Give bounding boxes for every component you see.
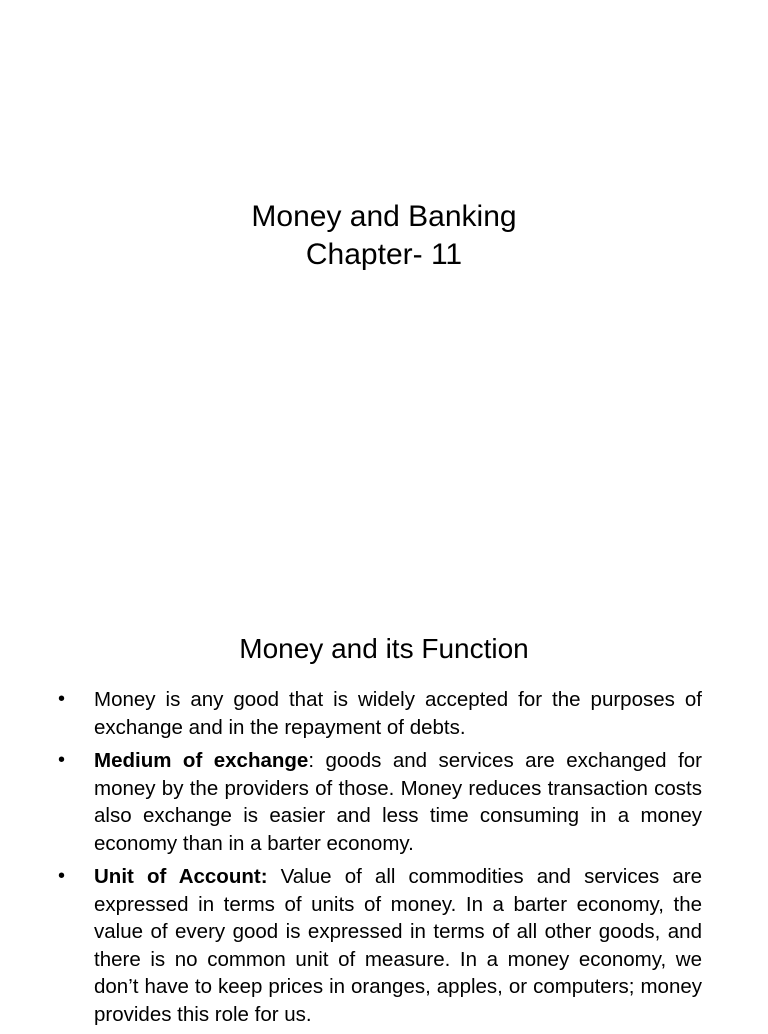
title-block	[0, 198, 768, 274]
bullet-item-medium-of-exchange	[56, 747, 702, 857]
bullet-term: Unit of Account:	[94, 865, 268, 888]
bullet-term: Medium of exchange	[94, 749, 309, 772]
bullet-icon: •	[58, 865, 66, 887]
bullet-item-definition	[56, 686, 702, 741]
bullet-item-unit-of-account	[56, 863, 702, 1028]
bullet-text: Money is any good that is widely accepted for the purposes of exchange and in the repayment of debts.	[94, 688, 702, 739]
title-line-2: Chapter- 11	[305, 238, 463, 271]
bullet-icon: •	[58, 688, 66, 710]
title-line-1: Money and Banking	[251, 200, 517, 233]
section-heading: Money and its Function	[239, 633, 529, 664]
bullet-text: : goods and services are exchanged for money by the providers of those. Money reduces transaction costs also exchange is easier and less time consuming in a money economy than in a barter economy.	[94, 749, 702, 855]
bullet-text: Value of all commodities and services are expressed in terms of units of money. In a barter economy, the value of every good is expressed in terms of all other goods, and there is no common unit of measure. In a money economy, we don’t have to keep prices in oranges, apples, or computers; money provides this role for us.	[94, 865, 703, 1026]
bullet-icon: •	[58, 749, 66, 771]
bullet-list	[56, 686, 702, 1034]
content-slide	[0, 576, 768, 1024]
